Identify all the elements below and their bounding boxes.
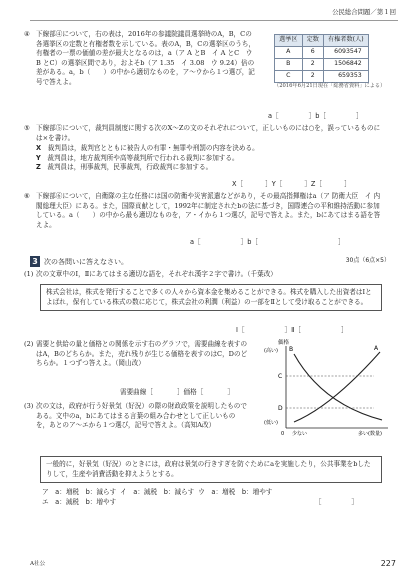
curve-a	[294, 352, 380, 422]
table-cell: A	[275, 47, 303, 59]
question-5-item: Y 裁判員は，地方裁判所や高等裁判所で行われる裁判に参加する。	[36, 153, 239, 162]
question-4-answer	[268, 112, 363, 122]
question-5-item: X 裁判員は，裁判官とともに被告人の有罪・無罪や刑罰の内容を決める。	[36, 144, 259, 153]
q3-passage-box	[40, 456, 382, 483]
q1-text: 次の文章中のⅠ，Ⅱにあてはまる適切な語を，それぞれ漢字２字で書け。（千葉改）	[36, 270, 277, 278]
curve-b-label: B	[289, 346, 294, 353]
supply-demand-graph	[262, 334, 392, 438]
table-cell: 659353	[323, 71, 368, 83]
section-title: 次の各問いに答えなさい。	[44, 258, 128, 266]
table-header: 選挙区	[275, 35, 303, 47]
answer-a-label: a［	[268, 112, 279, 120]
table-cell: 6	[302, 47, 323, 59]
choice-u[interactable]: ウ a：増税 b：増やす	[198, 488, 273, 496]
question-4-number: ④	[24, 30, 30, 38]
q1-passage: 株式会社は，株式を発行することで多くの人々から資本金を集めることができる。株式を購入した出資者はⅠとよばれ，保有している株式の数に応じて，株式会社の利潤（利益）の一部をⅡとして受け取ることができる。	[46, 288, 372, 306]
q2-answer: 需要曲線［ ］価格［ ］	[120, 388, 234, 396]
votes-table	[274, 34, 369, 83]
q3-answer: ［ ］	[314, 497, 358, 506]
section-3-header	[30, 256, 390, 268]
q1-answer: Ⅰ［ ］Ⅱ［ ］	[236, 326, 348, 334]
question-5-item: Z 裁判員は，刑事裁判，民事裁判，行政裁判に参加する。	[36, 163, 213, 172]
footer-left: A社公	[30, 561, 46, 567]
question-5-text: 下線部⑤について，裁判員制度に関する次のX〜Zの文のそれぞれについて，正しいものには○を，誤っているものには×を書け。	[36, 124, 381, 142]
table-row	[275, 71, 369, 83]
table-cell: 2	[302, 59, 323, 71]
question-5-number: ⑤	[24, 124, 30, 132]
choice-row	[42, 498, 382, 508]
question-4-text: 下線部④について，右の表は，2016年の参議院議員選挙時のA，B，Cの各選挙区の定数と有権者数を示している。表のA，B，Cの選挙区のうち，有権者の一票の価値の差が最大となるのは，a（ア A とB イ A とC ウ B とC）の選挙区間であり，およそb（ア 1.35 イ 3.08 ウ 9.24）倍の差がある。a，b（ ）の中から適切なものを，ア〜ウから１つ選び，記号で答えよ。	[36, 30, 256, 86]
choice-i[interactable]: イ a：減税 b：減らす	[120, 488, 195, 496]
question-6-number: ⑥	[24, 192, 30, 200]
table-note: （2016年6月21日現在「総務省資料」による）	[274, 83, 386, 89]
y-axis-label: 価格	[278, 340, 290, 346]
y-axis-bottom: (低い)	[264, 420, 278, 426]
level-c-label: C	[278, 373, 283, 380]
origin-label: 0	[281, 431, 285, 437]
question-6-answer: a［ ］b［ ］	[190, 238, 345, 246]
header-divider	[30, 20, 398, 21]
answer-close: ］	[356, 112, 363, 120]
x-axis-left: 少ない	[292, 431, 308, 437]
question-4	[24, 30, 256, 87]
table-cell: C	[275, 71, 303, 83]
choice-row	[42, 488, 382, 498]
table-row	[275, 59, 369, 71]
section-number-badge: 3	[30, 256, 40, 267]
q1-passage-box	[40, 284, 382, 311]
y-axis-top: (高い)	[264, 348, 278, 354]
page-number: 227	[380, 559, 396, 568]
table-header: 有権者数(人)	[323, 35, 368, 47]
table-cell: B	[275, 59, 303, 71]
section-3-q3: (3) 次の文は，政府が行う好景気（好況）の際の財政政策を説明したものである。文中のa，bにあてはまる言葉の組み合わせとして正しいものを，あとのア〜エから１つ選び，記号で答えよ。（高知A改）	[24, 402, 247, 430]
choice-e[interactable]: エ a：減税 b：増やす	[42, 497, 117, 506]
choice-a[interactable]: ア a：増税 b：減らす	[42, 488, 117, 496]
question-6-text: 下線部⑥について，自衛隊の主な任務には国の防衛や災害派遣などがあり，その最高指揮権はa（ア 防衛大臣 イ 内閣総理大臣）にある。また，国際貢献として，1992年に制定されたbの法に基づき，国際連合の平和維持活動に参加している。a（ ）の中から最も適切なものを，ア・イから１つ選び，記号で答えよ。また，bにあてはまる語を答えよ。	[36, 192, 381, 229]
section-points: 30点（6点×5）	[345, 257, 390, 264]
table-cell: 6093547	[323, 47, 368, 59]
table-cell: 1506842	[323, 59, 368, 71]
q3-text: 次の文は，政府が行う好景気（好況）の際の財政政策を説明したものである。文中のa，bにあてはまる言葉の組み合わせとして正しいものを，あとのア〜エから１つ選び，記号で答えよ。（高知A改）	[36, 402, 247, 430]
question-6	[24, 192, 386, 230]
answer-b-label: ］b［	[308, 112, 327, 120]
question-5	[24, 124, 386, 173]
q2-text: 需要と供給の量と価格との関係を示す右のグラフで，需要曲線を表すのはA，Bのどちらか。また，売れ残りが生じる価格を表すのはC，Dのどちらか。１つずつ答えよ。（岡山改）	[36, 340, 248, 368]
q3-passage: 一般的に，好景気（好況）のときには，政府は景気の行きすぎを防ぐためにaを実施したり，公共事業をbしたりして，生産や消費活動を抑えようとする。	[46, 460, 371, 478]
table-cell: 2	[302, 71, 323, 83]
question-5-answer: X［ ］Y［ ］Z［ ］	[232, 180, 351, 188]
q3-choices	[42, 488, 382, 507]
table-row	[275, 47, 369, 59]
section-3-q2: (2) 需要と供給の量と価格との関係を示す右のグラフで，需要曲線を表すのはA，Bのどちらか。また，売れ残りが生じる価格を表すのはC，Dのどちらか。１つずつ答えよ。（岡山改）	[24, 340, 248, 368]
section-3-q1: (1) 次の文章中のⅠ，Ⅱにあてはまる適切な語を，それぞれ漢字２字で書け。（千葉改）	[36, 270, 386, 280]
table-header: 定数	[302, 35, 323, 47]
curve-a-label: A	[374, 345, 379, 352]
level-d-label: D	[278, 405, 283, 412]
header-title: 公民総合問題／第１回	[332, 8, 396, 16]
x-axis-label: 多い(数量)	[358, 431, 382, 437]
votes-table-wrap	[274, 34, 385, 91]
